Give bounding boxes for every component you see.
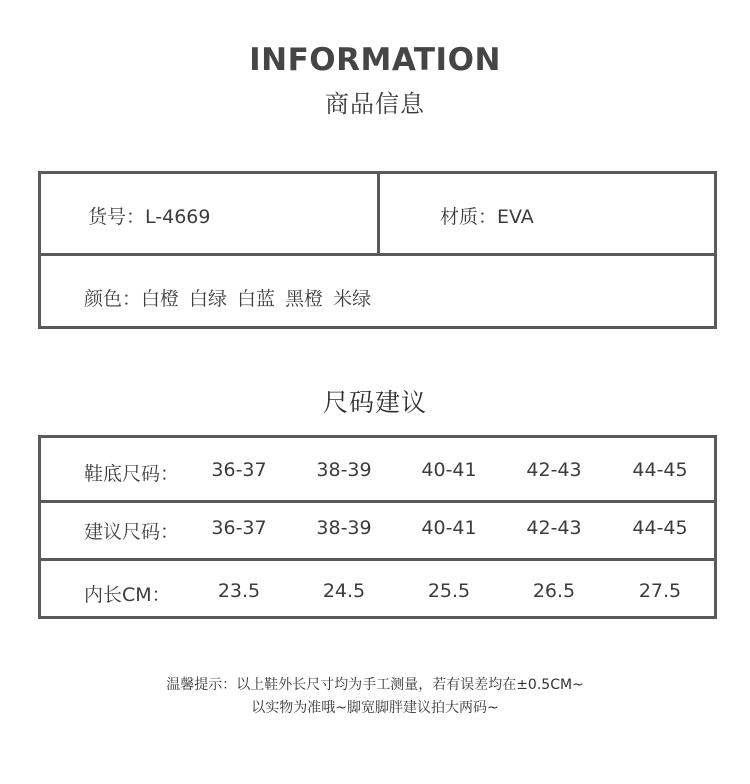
length-value: 25.5: [427, 580, 471, 602]
size-value: 36-37: [211, 459, 267, 481]
size-value: 38-39: [316, 459, 372, 481]
size-value: 42-43: [526, 459, 582, 481]
color-option: 白蓝: [237, 288, 276, 310]
item-number: 货号：L-4669: [88, 206, 211, 228]
page-title-cn: 商品信息: [325, 90, 425, 118]
tip-note-line1: 温馨提示：以上鞋外长尺寸均为手工测量，若有误差均在±0.5CM~: [166, 677, 584, 693]
material: 材质：EVA: [440, 206, 534, 228]
length-value: 23.5: [217, 580, 261, 602]
size-value: 38-39: [316, 517, 372, 539]
size-value: 44-45: [632, 517, 688, 539]
size-row-sole: [41, 438, 714, 503]
tip-note-line2: 以实物为准哦~脚宽脚胖建议拍大两码~: [251, 700, 499, 716]
length-value: 26.5: [532, 580, 576, 602]
size-value: 44-45: [632, 459, 688, 481]
row-label: 鞋底尺码：: [84, 463, 180, 485]
colors-label: 颜色：: [84, 288, 142, 310]
info-divider: [377, 174, 380, 253]
row-label: 建议尺码：: [84, 521, 180, 543]
size-section-title: 尺码建议: [322, 388, 427, 417]
size-table: [38, 435, 717, 619]
length-value: 24.5: [322, 580, 366, 602]
size-value: 40-41: [421, 459, 477, 481]
size-value: 40-41: [421, 517, 477, 539]
size-row-inner-length: [41, 561, 714, 616]
size-value: 36-37: [211, 517, 267, 539]
page-title-en: INFORMATION: [249, 42, 501, 78]
row-label: 内长CM：: [84, 584, 171, 606]
size-value: 42-43: [526, 517, 582, 539]
color-option: 白绿: [189, 288, 228, 310]
product-info-table: [38, 171, 717, 329]
size-row-suggested: [41, 503, 714, 561]
color-option: 白橙: [141, 288, 180, 310]
colors-row: [84, 284, 381, 311]
length-value: 27.5: [638, 580, 682, 602]
color-option: 米绿: [333, 288, 372, 310]
color-option: 黑橙: [285, 288, 324, 310]
